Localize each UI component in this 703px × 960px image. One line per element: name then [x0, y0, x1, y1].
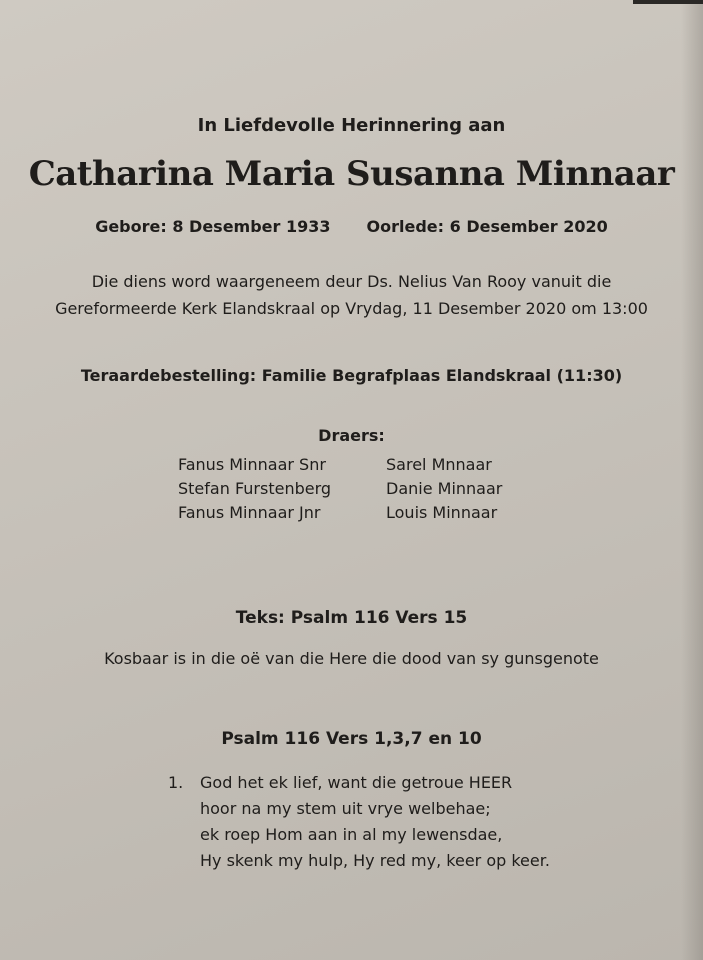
verse-line: hoor na my stem uit vrye welbehae;: [200, 799, 491, 818]
bearer-name: Fanus Minnaar Snr: [178, 455, 326, 474]
bearers-list: [178, 455, 536, 522]
verse-line: Hy skenk my hulp, Hy red my, keer op keer.: [200, 851, 550, 870]
dates-row: [0, 217, 703, 236]
bearers-title: Draers:: [318, 426, 385, 445]
page-edge-shadow: [681, 0, 703, 960]
bearer-name: Stefan Furstenberg: [178, 479, 332, 498]
deceased-name: Catharina Maria Susanna Minnaar: [28, 154, 675, 194]
death-date: Oorlede: 6 Desember 2020: [366, 217, 608, 236]
psalm-verse: [168, 770, 550, 874]
burial-details: Teraardebestelling: Familie Begrafplaas Elandskraal (11:30): [80, 366, 623, 385]
bearer-name: Fanus Minnaar Jnr: [178, 503, 321, 522]
verse-line: ek roep Hom aan in al my lewensdae,: [200, 825, 503, 844]
page-corner-shadow: [633, 0, 703, 4]
scripture-title: Teks: Psalm 116 Vers 15: [235, 608, 468, 628]
service-line-1: Die diens word waargeneem deur Ds. Nelius Van Rooy vanuit die: [91, 272, 612, 291]
psalm-title: Psalm 116 Vers 1,3,7 en 10: [221, 729, 482, 749]
birth-date: Gebore: 8 Desember 1933: [95, 217, 331, 236]
bearer-name: Louis Minnaar: [386, 503, 498, 522]
memorial-heading: In Liefdevolle Herinnering aan: [197, 115, 506, 136]
bearer-name: Sarel Mnnaar: [386, 455, 492, 474]
verse-number: 1.: [168, 773, 184, 792]
bearer-name: Danie Minnaar: [386, 479, 503, 498]
scripture-text: Kosbaar is in die oë van die Here die dood van sy gunsgenote: [104, 649, 599, 668]
service-line-2: Gereformeerde Kerk Elandskraal op Vrydag, 11 Desember 2020 om 13:00: [55, 299, 648, 318]
verse-lines: [200, 770, 550, 874]
verse-line: God het ek lief, want die getroue HEER: [200, 773, 513, 792]
service-details: [0, 268, 703, 322]
